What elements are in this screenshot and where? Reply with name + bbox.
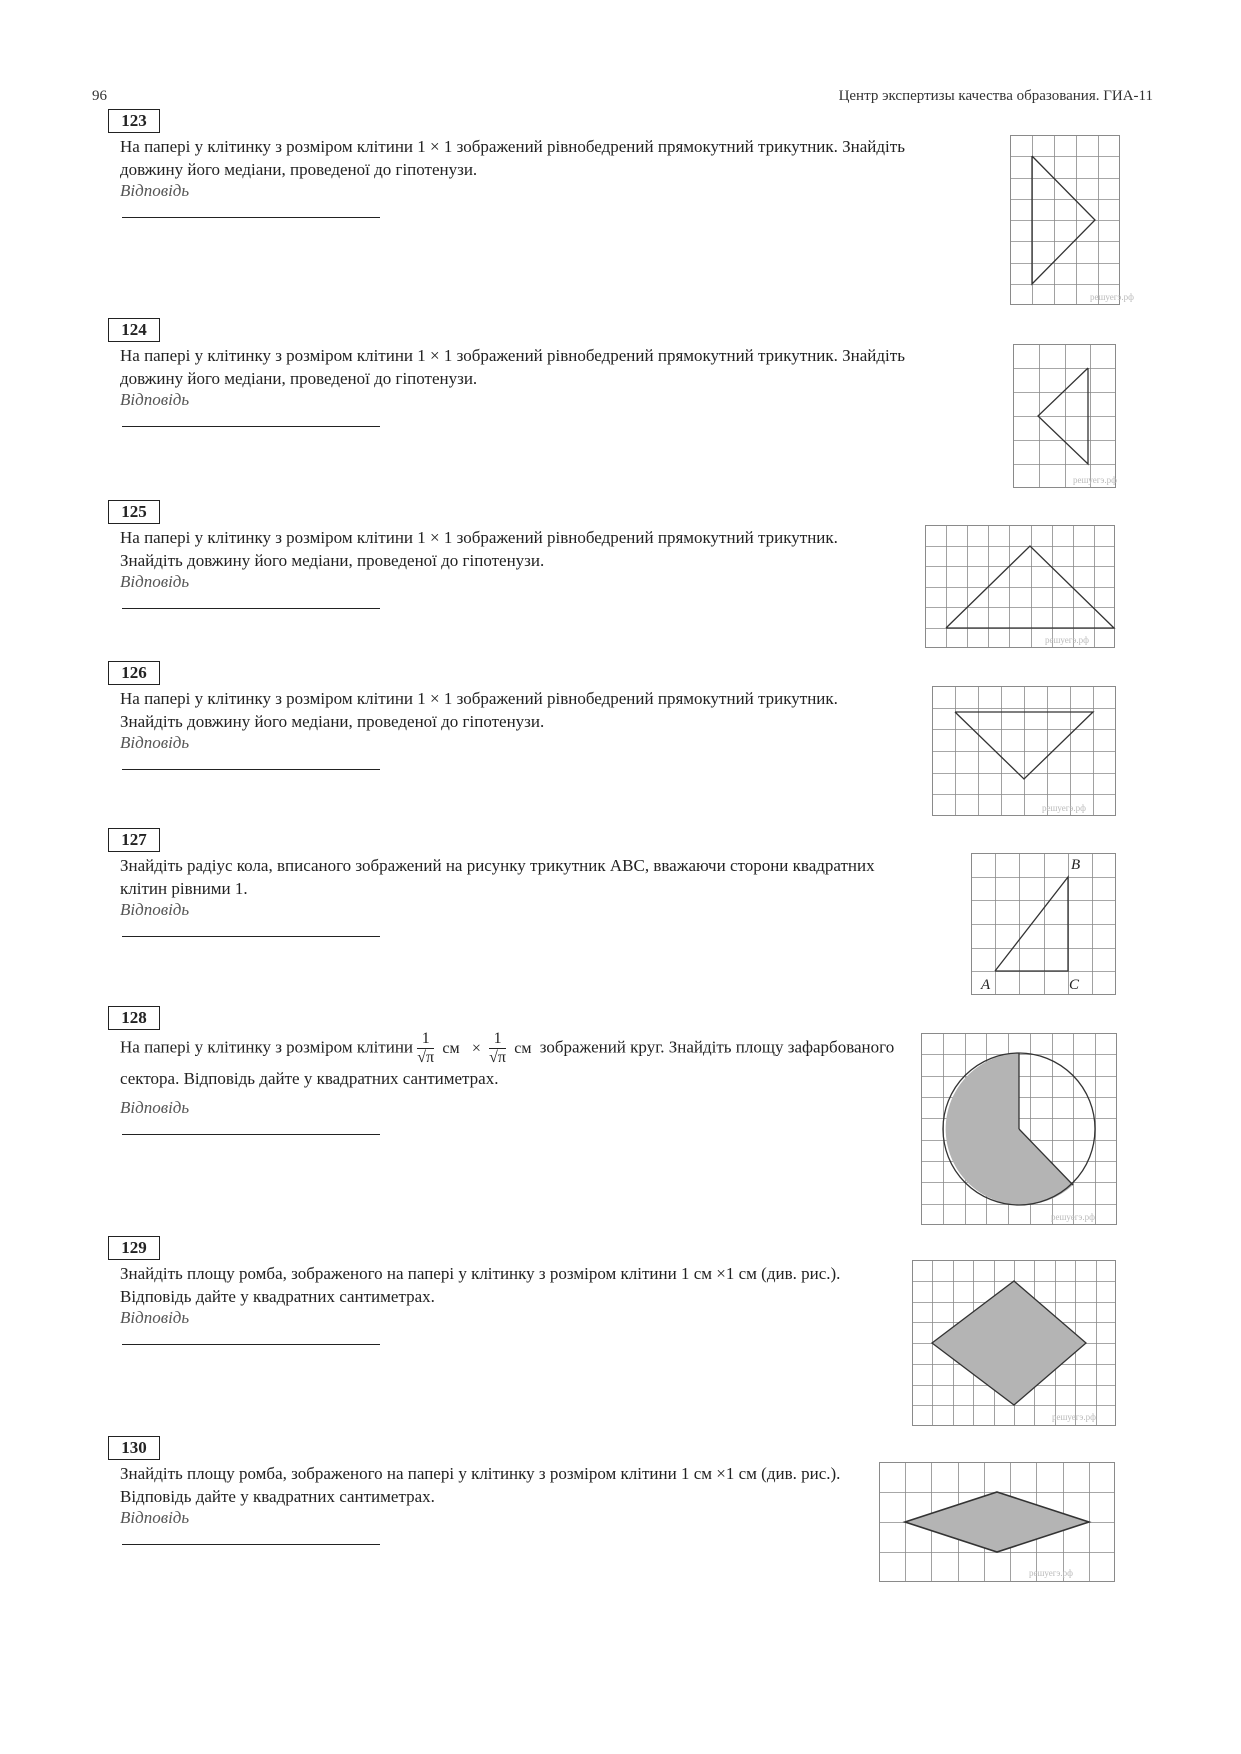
watermark: решуегэ.рф [1090,292,1134,302]
task-text-after: зображений круг. Знайдіть площу зафарбованого сектора. Відповідь дайте у квадратних сантиметрах. [120,1037,895,1088]
figure-130 [879,1462,1115,1582]
figure-129 [912,1260,1116,1426]
answer-field[interactable] [120,1508,380,1550]
times-sign: × [471,1040,481,1057]
grid-figure [1010,135,1134,305]
triangle [955,712,1093,779]
answer-label: Відповідь [120,1508,190,1527]
grid-figure [921,1033,1117,1225]
figure-126 [932,686,1116,816]
answer-label: Відповідь [120,572,190,591]
grid [932,686,1116,816]
answer-field[interactable] [120,1098,380,1140]
unit: см [514,1040,532,1057]
answer-label: Відповідь [120,733,190,752]
grid [925,525,1115,648]
watermark: решуегэ.рф [1073,475,1117,485]
answer-line[interactable] [122,1118,380,1135]
answer-field[interactable] [120,1308,380,1350]
grid-border [933,687,1116,816]
page-number: 96 [92,88,107,104]
rhombus [932,1281,1086,1405]
watermark: решуегэ.рф [1029,1568,1073,1578]
grid-figure [971,853,1116,995]
task-number: 129 [108,1236,160,1260]
unit: см [442,1040,460,1057]
task-text: Знайдіть площу ромба, зображеного на папері у клітинку з розміром клітини 1 см ×1 см (див. рис.). Відповідь дайте у квадратних сантиметрах. [120,1464,841,1506]
watermark: решуегэ.рф [1042,803,1086,813]
task-text: На папері у клітинку з розміром клітини 1 × 1 зображений рівнобедрений прямокутний трикутник. Знайдіть довжину його медіани, проведеної до гіпотенузи. [120,137,905,179]
figure-127 [971,853,1116,995]
answer-label: Відповідь [120,900,190,919]
task-text [120,1030,920,1090]
triangle [1032,156,1095,284]
answer-line[interactable] [122,1528,380,1545]
answer-line[interactable] [122,920,380,937]
rhombus [905,1492,1089,1552]
task-text: На папері у клітинку з розміром клітини 1 × 1 зображений рівнобедрений прямокутний трикутник. Знайдіть довжину його медіани, проведеної до гіпотенузи. [120,528,838,570]
watermark: решуегэ.рф [1052,1412,1096,1422]
task-number: 124 [108,318,160,342]
figure-125 [925,525,1115,648]
answer-line[interactable] [122,410,380,427]
task-number: 128 [108,1006,160,1030]
task-number: 125 [108,500,160,524]
figure-124 [1013,344,1116,488]
task-number: 123 [108,109,160,133]
fraction: $\frac{1}{√\pi}$ [417,1030,435,1066]
vertex-label-a: A [981,977,991,993]
vertex-label-b: B [1071,857,1081,873]
vertex-label-c: C [1069,977,1080,993]
grid-figure [925,525,1115,648]
task-text: Знайдіть радіус кола, вписаного зображений на рисунку трикутник ABC, вважаючи сторони квадратних клітин рівними 1. [120,856,875,898]
grid-border [1011,136,1120,305]
fraction: $\frac{1}{√\pi}$ [489,1030,506,1066]
answer-field[interactable] [120,572,380,614]
answer-line[interactable] [122,201,380,218]
answer-line[interactable] [122,592,380,609]
task-number: 130 [108,1436,160,1460]
task-text: На папері у клітинку з розміром клітини 1 × 1 зображений рівнобедрений прямокутний трикутник. Знайдіть довжину його медіани, проведеної до гіпотенузи. [120,346,905,388]
grid-figure [912,1260,1116,1426]
grid [971,853,1116,995]
grid-border [926,526,1115,648]
answer-field[interactable] [120,181,380,223]
answer-field[interactable] [120,900,380,942]
grid [1013,344,1116,488]
triangle-abc [995,877,1068,971]
grid-border [972,854,1116,995]
figure-128 [921,1033,1117,1225]
task-number: 126 [108,661,160,685]
task-text: Знайдіть площу ромба, зображеного на папері у клітинку з розміром клітини 1 см ×1 см (див. рис.). Відповідь дайте у квадратних сантиметрах. [120,1264,841,1306]
answer-label: Відповідь [120,1308,190,1327]
answer-field[interactable] [120,390,380,432]
watermark: решуегэ.рф [1051,1212,1095,1222]
triangle [1038,368,1088,464]
grid-figure [879,1462,1115,1582]
page-header-source: Центр экспертизы качества образования. ГИА-11 [838,88,1153,104]
grid-figure [932,686,1116,816]
watermark: решуегэ.рф [1045,635,1089,645]
answer-label: Відповідь [120,1098,190,1117]
grid-figure [1013,344,1116,488]
task-number: 127 [108,828,160,852]
answer-line[interactable] [122,1328,380,1345]
grid [1010,135,1120,305]
answer-label: Відповідь [120,181,190,200]
answer-line[interactable] [122,753,380,770]
answer-label: Відповідь [120,390,190,409]
figure-123 [1010,135,1134,305]
answer-field[interactable] [120,733,380,775]
grid-border [1014,345,1116,488]
task-text-before: На папері у клітинку з розміром клітини [120,1037,414,1057]
task-text: На папері у клітинку з розміром клітини 1 × 1 зображений рівнобедрений прямокутний трикутник. Знайдіть довжину його медіани, проведеної до гіпотенузи. [120,689,838,731]
triangle [946,546,1114,628]
